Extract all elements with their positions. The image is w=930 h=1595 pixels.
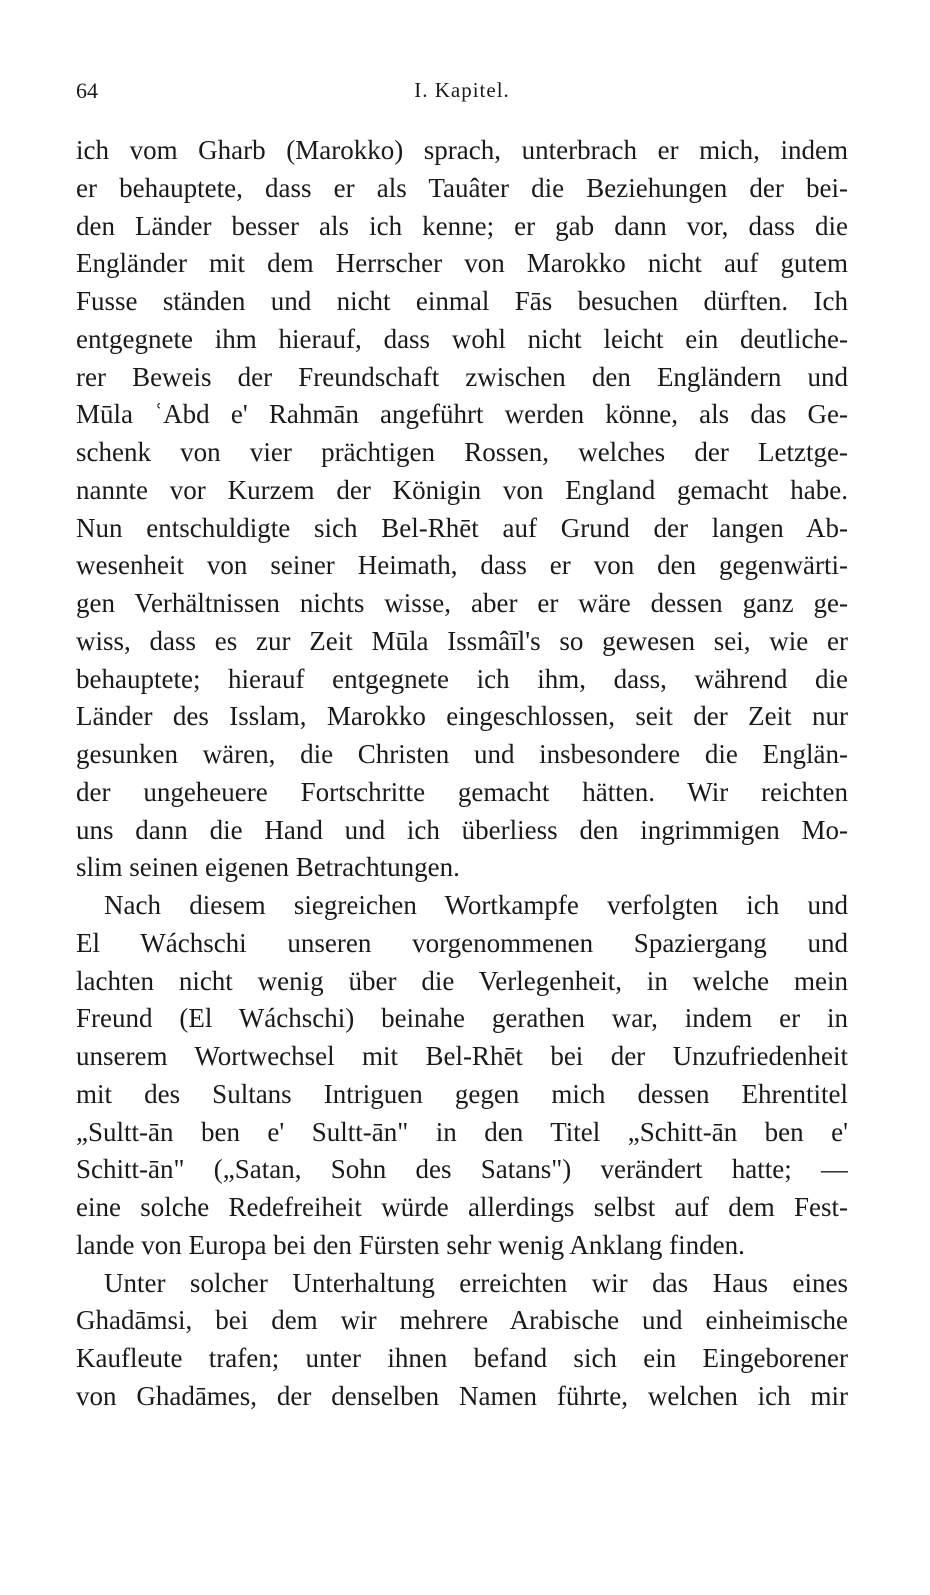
text-line: Fusse ständen und nicht einmal Fās besuchen dürften. Ich (76, 286, 848, 316)
text-line: gesunken wären, die Christen und insbesondere die Englän- (76, 739, 848, 769)
text-line: mit des Sultans Intriguen gegen mich dessen Ehrentitel (76, 1078, 848, 1109)
text-line: Ghadāmsi, bei dem wir mehrere Arabische und einheimische (76, 1305, 848, 1336)
text-line: Schitt-ān" („Satan, Sohn des Satans") verändert hatte; — (76, 1154, 848, 1185)
text-line: Freund (El Wáchschi) beinahe gerathen war, indem er in (76, 1003, 848, 1034)
chapter-title: I. Kapitel. (414, 78, 510, 102)
text-line: lachten nicht wenig über die Verlegenheit, in welche mein (76, 965, 848, 996)
text-line: wiss, dass es zur Zeit Mūla Issmâīl's so gewesen sei, wie er (76, 625, 848, 656)
text-line: El Wáchschi unseren vorgenommenen Spaziergang und (76, 927, 848, 958)
paragraph (76, 1265, 848, 1416)
text-line: Nun entschuldigte sich Bel-Rhēt auf Grund der langen Ab- (76, 512, 848, 543)
text-line: eine solche Redefreiheit würde allerdings selbst auf dem Fest- (76, 1192, 848, 1222)
paragraph (76, 132, 848, 887)
text-line: von Ghadāmes, der denselben Namen führte, welchen ich mir (76, 1380, 848, 1411)
body-text (76, 132, 848, 1416)
paragraph (76, 887, 848, 1265)
text-line: slim seinen eigenen Betrachtungen. (76, 852, 460, 883)
text-line: ich vom Gharb (Marokko) sprach, unterbrach er mich, indem (76, 135, 848, 165)
text-line: behauptete; hierauf entgegnete ich ihm, dass, während die (76, 663, 848, 694)
running-head (76, 78, 848, 114)
text-line: Kaufleute trafen; unter ihnen befand sich ein Eingeborener (76, 1343, 848, 1373)
text-line: Unter solcher Unterhaltung erreichten wir das Haus eines (104, 1267, 848, 1298)
text-line: Mūla ʿAbd e' Rahmān angeführt werden könne, als das Ge- (76, 399, 848, 430)
text-line: schenk von vier prächtigen Rossen, welches der Letztge- (76, 437, 848, 467)
text-line: gen Verhältnissen nichts wisse, aber er wäre dessen ganz ge- (76, 588, 848, 618)
text-line: entgegnete ihm hierauf, dass wohl nicht leicht ein deutliche- (76, 323, 848, 354)
text-line: Länder des Isslam, Marokko eingeschlossen, seit der Zeit nur (76, 701, 848, 732)
text-line: unserem Wortwechsel mit Bel-Rhēt bei der Unzufriedenheit (76, 1041, 848, 1071)
text-line: Engländer mit dem Herrscher von Marokko nicht auf gutem (76, 248, 848, 279)
text-line: der ungeheuere Fortschritte gemacht hätten. Wir reichten (76, 776, 848, 807)
text-line: nannte vor Kurzem der Königin von England gemacht habe. (76, 474, 848, 505)
text-line: „Sultt-ān ben e' Sultt-ān" in den Titel „Schitt-ān ben e' (76, 1116, 848, 1147)
text-line: rer Beweis der Freundschaft zwischen den Engländern und (76, 361, 848, 392)
text-line: wesenheit von seiner Heimath, dass er von den gegenwärti- (76, 550, 848, 581)
text-line: uns dann die Hand und ich überliess den ingrimmigen Mo- (76, 814, 848, 845)
text-line: er behauptete, dass er als Tauâter die Beziehungen der bei- (76, 172, 848, 203)
text-line: den Länder besser als ich kenne; er gab dann vor, dass die (76, 210, 848, 241)
book-page (76, 78, 848, 1416)
text-line: Nach diesem siegreichen Wortkampfe verfolgten ich und (104, 890, 848, 920)
page-number: 64 (76, 78, 98, 103)
text-line: lande von Europa bei den Fürsten sehr wenig Anklang finden. (76, 1229, 745, 1260)
